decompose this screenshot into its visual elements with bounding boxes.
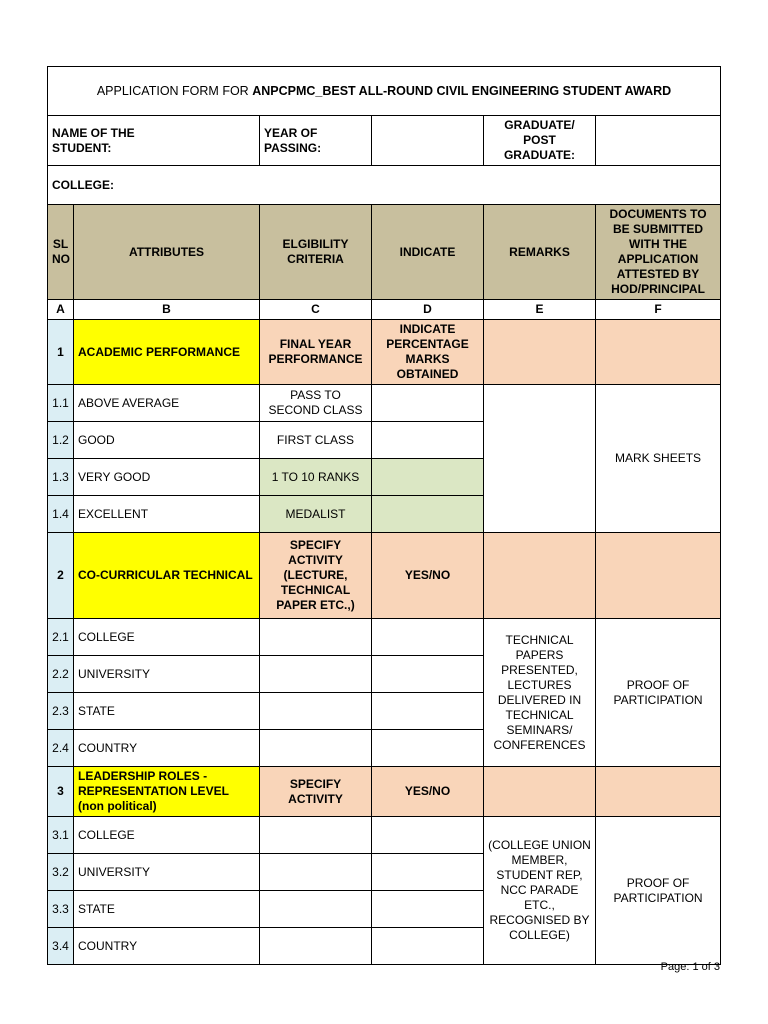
item-criteria: 1 TO 10 RANKS [260, 459, 372, 496]
section-remarks [484, 320, 596, 385]
item-attribute: COUNTRY [74, 730, 260, 767]
item-attribute: VERY GOOD [74, 459, 260, 496]
item-sl: 2.3 [48, 693, 74, 730]
item-indicate-field[interactable] [372, 817, 484, 854]
item-attribute: EXCELLENT [74, 496, 260, 533]
item-criteria-field[interactable] [260, 891, 372, 928]
header-attributes: ATTRIBUTES [74, 205, 260, 300]
item-attribute: ABOVE AVERAGE [74, 385, 260, 422]
item-sl: 1.2 [48, 422, 74, 459]
section-criteria: FINAL YEAR PERFORMANCE [260, 320, 372, 385]
item-sl: 1.1 [48, 385, 74, 422]
form-title-award: ANPCPMC_BEST ALL-ROUND CIVIL ENGINEERING STUDENT AWARD [252, 83, 672, 98]
column-letter: A [48, 300, 74, 320]
header-documents: DOCUMENTS TO BE SUBMITTED WITH THE APPLICATION ATTESTED BY HOD/PRINCIPAL [596, 205, 721, 300]
item-sl: 3.1 [48, 817, 74, 854]
item-criteria-field[interactable] [260, 817, 372, 854]
section-attribute: ACADEMIC PERFORMANCE [74, 320, 260, 385]
item-sl: 2.4 [48, 730, 74, 767]
remarks-group [484, 385, 596, 533]
column-letter: C [260, 300, 372, 320]
item-attribute: COLLEGE [74, 619, 260, 656]
header-indicate: INDICATE [372, 205, 484, 300]
column-letter: F [596, 300, 721, 320]
section-attribute: CO-CURRICULAR TECHNICAL [74, 533, 260, 619]
student-name-label: NAME OF THE STUDENT: [48, 116, 260, 166]
section-indicate: INDICATE PERCENTAGE MARKS OBTAINED [372, 320, 484, 385]
graduate-field[interactable] [596, 116, 721, 166]
year-of-passing-field[interactable] [372, 116, 484, 166]
application-form-table [47, 66, 721, 965]
item-attribute: COLLEGE [74, 817, 260, 854]
item-criteria-field[interactable] [260, 928, 372, 965]
item-sl: 1.3 [48, 459, 74, 496]
item-criteria: FIRST CLASS [260, 422, 372, 459]
item-criteria: MEDALIST [260, 496, 372, 533]
item-indicate-field[interactable] [372, 385, 484, 422]
header-criteria: ELGIBILITY CRITERIA [260, 205, 372, 300]
section-documents [596, 320, 721, 385]
item-indicate-field[interactable] [372, 496, 484, 533]
remarks-group: TECHNICAL PAPERS PRESENTED, LECTURES DELIVERED IN TECHNICAL SEMINARS/ CONFERENCES [484, 619, 596, 767]
item-indicate-field[interactable] [372, 891, 484, 928]
section-indicate: YES/NO [372, 533, 484, 619]
item-sl: 3.2 [48, 854, 74, 891]
section-attribute: LEADERSHIP ROLES - REPRESENTATION LEVEL (non political) [74, 767, 260, 817]
item-indicate-field[interactable] [372, 619, 484, 656]
item-sl: 2.1 [48, 619, 74, 656]
item-criteria-field[interactable] [260, 619, 372, 656]
item-attribute: STATE [74, 891, 260, 928]
remarks-group: (COLLEGE UNION MEMBER, STUDENT REP, NCC PARADE ETC., RECOGNISED BY COLLEGE) [484, 817, 596, 965]
item-criteria-field[interactable] [260, 693, 372, 730]
item-sl: 1.4 [48, 496, 74, 533]
item-sl: 2.2 [48, 656, 74, 693]
item-attribute: COUNTRY [74, 928, 260, 965]
item-sl: 3.4 [48, 928, 74, 965]
item-indicate-field[interactable] [372, 459, 484, 496]
section-criteria: SPECIFY ACTIVITY [260, 767, 372, 817]
graduate-label: GRADUATE/ POST GRADUATE: [484, 116, 596, 166]
item-indicate-field[interactable] [372, 422, 484, 459]
item-attribute: UNIVERSITY [74, 656, 260, 693]
section-indicate: YES/NO [372, 767, 484, 817]
item-attribute: UNIVERSITY [74, 854, 260, 891]
item-sl: 3.3 [48, 891, 74, 928]
documents-group: PROOF OF PARTICIPATION [596, 817, 721, 965]
form-title [48, 67, 721, 116]
item-indicate-field[interactable] [372, 928, 484, 965]
college-label: COLLEGE: [48, 166, 721, 205]
item-criteria-field[interactable] [260, 656, 372, 693]
section-remarks [484, 533, 596, 619]
section-sl: 1 [48, 320, 74, 385]
page-number: Page: 1 of 3 [660, 961, 720, 973]
column-letter: B [74, 300, 260, 320]
section-remarks [484, 767, 596, 817]
section-criteria: SPECIFY ACTIVITY (LECTURE, TECHNICAL PAPER ETC.,) [260, 533, 372, 619]
documents-group: MARK SHEETS [596, 385, 721, 533]
column-letter: E [484, 300, 596, 320]
item-attribute: GOOD [74, 422, 260, 459]
header-remarks: REMARKS [484, 205, 596, 300]
item-indicate-field[interactable] [372, 854, 484, 891]
section-sl: 2 [48, 533, 74, 619]
form-title-prefix: APPLICATION FORM FOR [96, 83, 253, 98]
item-criteria-field[interactable] [260, 730, 372, 767]
section-documents [596, 767, 721, 817]
year-of-passing-label: YEAR OF PASSING: [260, 116, 372, 166]
item-criteria: PASS TO SECOND CLASS [260, 385, 372, 422]
item-criteria-field[interactable] [260, 854, 372, 891]
item-indicate-field[interactable] [372, 730, 484, 767]
section-sl: 3 [48, 767, 74, 817]
item-indicate-field[interactable] [372, 693, 484, 730]
header-sl-no: SL NO [48, 205, 74, 300]
item-attribute: STATE [74, 693, 260, 730]
section-documents [596, 533, 721, 619]
column-letter: D [372, 300, 484, 320]
item-indicate-field[interactable] [372, 656, 484, 693]
documents-group: PROOF OF PARTICIPATION [596, 619, 721, 767]
